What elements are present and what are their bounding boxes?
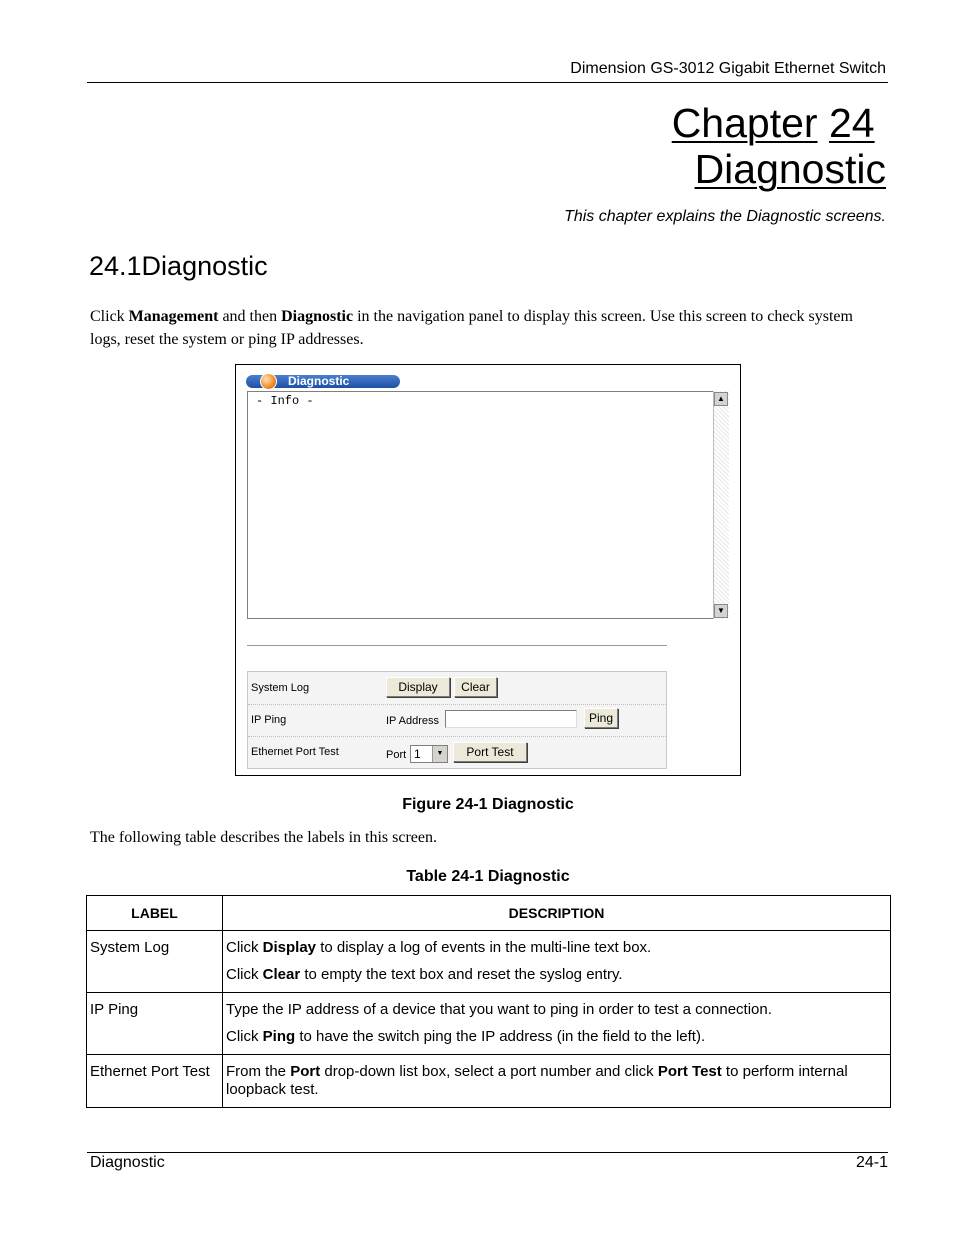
body-paragraph: Click Management and then Diagnostic in the navigation panel to display this screen. Use this screen to check system logs, reset the system or ping IP addresses. bbox=[90, 308, 853, 348]
table-intro: The following table describes the labels in this screen. bbox=[90, 829, 438, 846]
chapter-name: Diagnostic bbox=[694, 146, 886, 192]
chapter-number: 24 bbox=[828, 100, 875, 146]
ip-address-input[interactable] bbox=[445, 710, 577, 728]
table-row bbox=[87, 1055, 891, 1108]
scroll-down-icon[interactable]: ▼ bbox=[714, 604, 728, 618]
row-description: Type the IP address of a device that you want to ping in order to test a connection. Click Ping to have the switch ping the IP address (in the field to the left). bbox=[223, 993, 891, 1055]
row-description: Click Display to display a log of events in the multi-line text box. Click Clear to empty the text box and reset the syslog entry. bbox=[223, 931, 891, 993]
panel-title: Diagnostic bbox=[288, 374, 350, 388]
row-description: From the Port drop-down list box, select a port number and click Port Test to perform internal loopback test. bbox=[223, 1055, 891, 1108]
info-scrollbar[interactable] bbox=[713, 391, 729, 619]
ip-ping-label: IP Ping bbox=[251, 714, 287, 726]
section-heading: 24.1Diagnostic bbox=[89, 251, 268, 281]
clear-button[interactable]: Clear bbox=[454, 677, 497, 697]
port-label: Port bbox=[386, 749, 407, 761]
table-row bbox=[87, 931, 891, 993]
chevron-down-icon[interactable]: ▼ bbox=[432, 746, 447, 762]
controls-table bbox=[247, 671, 667, 769]
ip-ping-row bbox=[248, 704, 666, 737]
port-select-value: 1 bbox=[414, 747, 421, 761]
divider bbox=[247, 645, 667, 646]
info-textbox[interactable] bbox=[247, 391, 729, 619]
table-header-row bbox=[87, 896, 891, 931]
system-log-label: System Log bbox=[251, 682, 310, 694]
chapter-word: Chapter bbox=[671, 100, 818, 146]
table-row bbox=[87, 993, 891, 1055]
diagnostic-screenshot bbox=[235, 364, 741, 776]
running-header: Dimension GS-3012 Gigabit Ethernet Switch bbox=[570, 60, 886, 77]
panel-title-bar bbox=[246, 375, 400, 388]
display-button[interactable]: Display bbox=[386, 677, 450, 697]
management-term: Management bbox=[128, 308, 219, 325]
row-label: Ethernet Port Test bbox=[87, 1055, 223, 1108]
row-label: System Log bbox=[87, 931, 223, 993]
figure-caption: Figure 24-1 Diagnostic bbox=[402, 796, 574, 813]
chapter-subtitle: This chapter explains the Diagnostic screens. bbox=[564, 208, 886, 225]
port-test-row bbox=[248, 736, 666, 768]
description-column-header: DESCRIPTION bbox=[223, 896, 891, 931]
port-select[interactable] bbox=[410, 745, 448, 763]
ip-address-label: IP Address bbox=[386, 715, 439, 727]
description-table bbox=[86, 895, 891, 1108]
system-log-row bbox=[248, 672, 666, 705]
scroll-up-icon[interactable]: ▲ bbox=[714, 392, 728, 406]
table-caption: Table 24-1 Diagnostic bbox=[406, 868, 570, 885]
page-number: 24-1 bbox=[855, 1154, 888, 1171]
port-test-label: Ethernet Port Test bbox=[251, 746, 339, 758]
header-rule bbox=[87, 82, 888, 83]
port-test-button[interactable]: Port Test bbox=[453, 742, 527, 762]
row-label: IP Ping bbox=[87, 993, 223, 1055]
chapter-title bbox=[672, 100, 886, 192]
info-text: - Info - bbox=[256, 394, 314, 408]
ping-button[interactable]: Ping bbox=[584, 708, 618, 728]
footer-section-name: Diagnostic bbox=[90, 1154, 165, 1171]
footer-rule bbox=[87, 1152, 888, 1153]
orange-ball-icon bbox=[260, 373, 277, 390]
diagnostic-term: Diagnostic bbox=[281, 308, 354, 325]
label-column-header: LABEL bbox=[87, 896, 223, 931]
